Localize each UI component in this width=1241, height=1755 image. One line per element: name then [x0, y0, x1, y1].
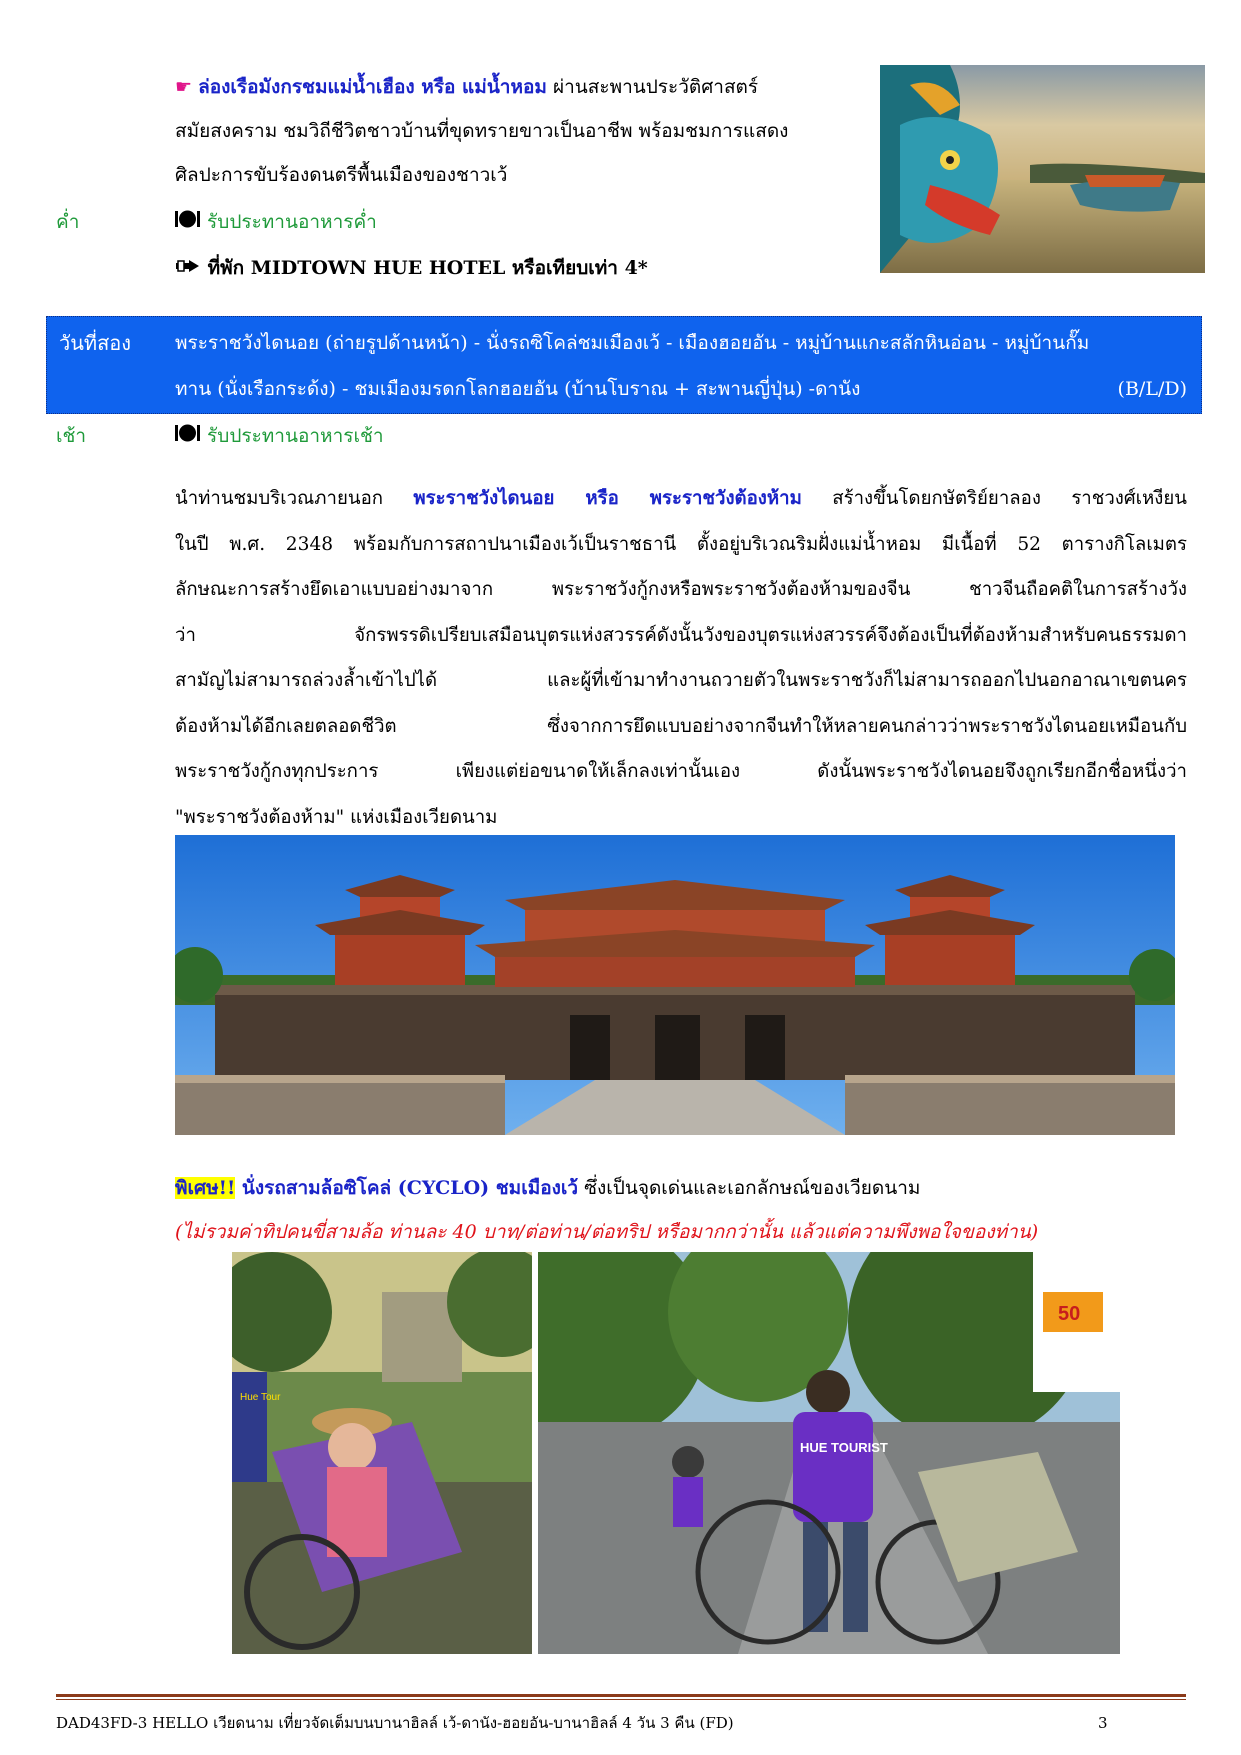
special-rest: ซึ่งเป็นจุดเด่นและเอกลักษณ์ของเวียดนาม: [578, 1177, 921, 1199]
hand-pointer-icon: ☛: [175, 76, 193, 98]
palace-highlight: พระราชวังไดนอย หรือ พระราชวังต้องห้าม: [413, 488, 802, 509]
cruise-line-1: [175, 65, 758, 109]
dragon-boat-photo: [880, 65, 1205, 273]
pointing-hand-icon: [175, 247, 201, 291]
palace-line: ว่า จักรพรรดิเปรียบเสมือนบุตรแห่งสวรรค์ดังนั้นวังของบุตรแห่งสวรรค์จึงต้องเป็นที่ต้องห้ามสำหรับคนธรรมดา: [175, 624, 1187, 646]
cruise-title: ล่องเรือมังกรชมแม่น้ำเฮือง หรือ แม่น้ำหอม: [198, 76, 547, 98]
special-title: นั่งรถสามล้อซิโคล่ (CYCLO) ชมเมืองเว้: [235, 1177, 579, 1199]
cyclo-photo-right: [538, 1252, 1120, 1654]
footer-rule-thin: [56, 1699, 1186, 1700]
palace-line1-rest: สร้างขึ้นโดยกษัตริย์ยาลอง ราชวงศ์เหงียน: [801, 488, 1187, 509]
cruise-line1-rest: ผ่านสะพานประวัติศาสตร์: [546, 76, 759, 98]
palace-line: ต้องห้ามได้อีกเลยตลอดชีวิต ซึ่งจากการยึดแบบอย่างจากจีนทำให้หลายคนกล่าวว่าพระราชวังไดนอยเหมือนกับ: [175, 715, 1187, 737]
dining-icon: [175, 415, 201, 459]
cruise-line-3: ศิลปะการขับร้องดนตรีพื้นเมืองของชาวเว้: [175, 164, 508, 186]
palace-photo: [175, 835, 1175, 1135]
palace-last-line: "พระราชวังต้องห้าม" แห่งเมืองเวียดนาม: [175, 806, 498, 828]
dinner-label: ค่ำ: [56, 211, 80, 233]
sign-text: 50: [1058, 1303, 1081, 1325]
page-number: 3: [1098, 1714, 1108, 1732]
footer-text: DAD43FD-3 HELLO เวียดนาม เที่ยวจัดเต็มบนบานาฮิลล์ เว้-ดานัง-ฮอยอัน-บานาฮิลล์ 4 วัน 3 คืน (FD): [56, 1714, 734, 1732]
palace-intro: นำท่านชมบริเวณภายนอก: [175, 488, 414, 509]
dinner-text: รับประทานอาหารค่ำ: [207, 211, 377, 233]
palace-paragraph: [175, 476, 1187, 840]
day2-title-line1: พระราชวังไดนอย (ถ่ายรูปด้านหน้า) - นั่งรถซิโคล่ชมเมืองเว้ - เมืองฮอยอัน - หมู่บ้านแกะสลักหินอ่อน - หมู่บ้านกั๊ม: [175, 332, 1090, 354]
day2-banner: [46, 316, 1202, 414]
day2-label: วันที่สอง: [59, 331, 132, 355]
day2-title-line2: ทาน (นั่งเรือกระด้ง) - ชมเมืองมรดกโลกฮอยอัน (บ้านโบราณ + สะพานญี่ปุ่น) -ดานัง: [175, 378, 861, 400]
breakfast-text: รับประทานอาหารเช้า: [207, 425, 384, 447]
dinner-row: [175, 200, 377, 245]
breakfast-label: เช้า: [56, 425, 87, 447]
special-badge: พิเศษ!!: [175, 1177, 236, 1199]
day2-meals: (B/L/D): [1117, 378, 1187, 400]
tip-note: (ไม่รวมค่าทิปคนขี่สามล้อ ท่านละ 40 บาท/ต่อท่าน/ต่อทริป หรือมากกว่านั้น แล้วแต่ความพึงพอใจของท่าน): [175, 1221, 1039, 1243]
special-row: [175, 1166, 920, 1210]
footer-rule: [56, 1694, 1186, 1697]
palace-line: สามัญไม่สามารถล่วงล้ำเข้าไปได้ และผู้ที่เข้ามาทำงานถวายตัวในพระราชวังก็ไม่สามารถออกไปนอกอาณาเขตนคร: [175, 670, 1187, 691]
shirt-label-right: HUE TOURIST: [800, 1440, 888, 1455]
cruise-line-2: สมัยสงคราม ชมวิถีชีวิตชาวบ้านที่ขุดทรายขาวเป็นอาชีพ พร้อมชมการแสดง: [175, 120, 789, 142]
breakfast-row: [175, 414, 384, 459]
palace-line: ลักษณะการสร้างยึดเอาแบบอย่างมาจาก พระราชวังกู้กงหรือพระราชวังต้องห้ามของจีน ชาวจีนถือคติในการสร้างวัง: [175, 579, 1187, 600]
palace-line-1: [175, 476, 1187, 522]
hotel-row: [175, 246, 648, 291]
dining-icon: [175, 201, 201, 245]
cyclo-photo-left: [232, 1252, 532, 1654]
hotel-text: ที่พัก MIDTOWN HUE HOTEL หรือเทียบเท่า 4*: [207, 257, 648, 279]
palace-line: ในปี พ.ศ. 2348 พร้อมกับการสถาปนาเมืองเว้เป็นราชธานี ตั้งอยู่บริเวณริมฝั่งแม่น้ำหอม มีเนื้อที่ 52 ตารางกิโลเมตร: [175, 533, 1187, 555]
palace-line: พระราชวังกู้กงทุกประการ เพียงแต่ย่อขนาดให้เล็กลงเท่านั้นเอง ดังนั้นพระราชวังไดนอยจึงถูกเรียกอีกชื่อหนึ่งว่า: [175, 761, 1187, 782]
shirt-label-left: Hue Tour: [240, 1392, 281, 1403]
